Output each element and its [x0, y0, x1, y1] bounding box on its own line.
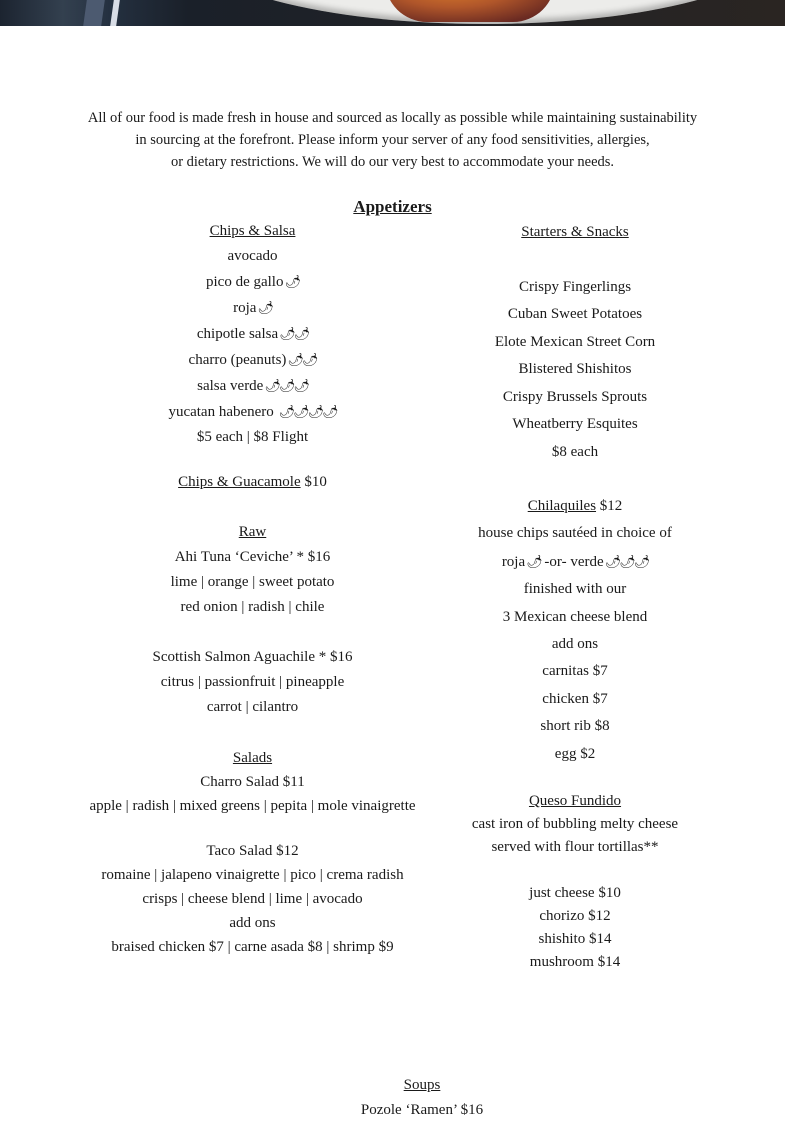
menu-item: just cheese $10 — [529, 885, 621, 901]
item-name: chipotle salsa — [196, 326, 279, 342]
addons-list: braised chicken $7 | carne asada $8 | shrimp $9 — [111, 939, 394, 955]
menu-item: avocado — [227, 248, 278, 264]
addons-label: add ons — [551, 636, 599, 653]
intro-text — [40, 107, 745, 173]
menu-item: Wheatberry Esquites — [512, 416, 638, 432]
intro-line: in sourcing at the forefront. Please inform your server of any food sensitivities, allergies, — [135, 132, 650, 148]
pepper-icon: 🌶🌶 — [287, 352, 317, 367]
addon-item: egg $2 — [554, 745, 596, 762]
item-description: house chips sautéed in choice of — [478, 525, 672, 542]
menu-item: Crispy Brussels Sprouts — [502, 388, 648, 405]
item-description: lime | orange | sweet potato — [170, 574, 335, 590]
menu-item — [60, 321, 445, 347]
menu-item: Cuban Sweet Potatoes — [507, 306, 643, 322]
menu-item — [60, 295, 445, 321]
addon-item: chicken $7 — [542, 690, 608, 707]
photo-detail — [83, 0, 105, 26]
intro-line: All of our food is made fresh in house and sourced as locally as possible while maintaining sustainability — [87, 110, 698, 126]
chilaquiles-section — [440, 493, 710, 768]
menu-item — [440, 493, 710, 520]
queso-section — [440, 790, 710, 974]
menu-item — [60, 470, 445, 494]
raw-section — [60, 520, 445, 720]
section-title: Salads — [232, 750, 273, 766]
item-description: red onion | radish | chile — [180, 599, 325, 615]
item-description: finished with our — [523, 581, 627, 598]
photo-detail — [110, 0, 120, 26]
item-description: 3 Mexican cheese blend — [502, 608, 648, 625]
item-name: pico de gallo — [206, 274, 284, 290]
price: $10 — [300, 474, 327, 490]
item-name: salsa verde — [197, 378, 264, 394]
menu-item: Pozole ‘Ramen’ $16 — [360, 1102, 484, 1118]
item-description — [440, 548, 710, 576]
item-description: crisps | cheese blend | lime | avocado — [142, 891, 363, 907]
appetizers-heading: Appetizers — [353, 197, 432, 216]
item-name: charro (peanuts) — [188, 352, 287, 368]
section-title: Chips & Guacamole — [178, 474, 301, 490]
addons-label: add ons — [229, 915, 276, 931]
pepper-icon: 🌶🌶🌶 — [264, 378, 308, 393]
menu-item — [60, 269, 445, 295]
pepper-icon: 🌶 — [284, 274, 299, 289]
section-title: Queso Fundido — [528, 793, 622, 809]
pepper-icon: 🌶 — [526, 553, 541, 569]
section-title: Chilaquiles — [527, 498, 597, 514]
section-title: Chips & Salsa — [209, 223, 296, 239]
menu-item — [60, 373, 445, 399]
section-title: Raw — [238, 524, 267, 540]
pepper-icon: 🌶 — [257, 300, 272, 315]
menu-item: shishito $14 — [538, 931, 612, 947]
item-description: served with flour tortillas** — [491, 839, 659, 855]
menu-item: Blistered Shishitos — [518, 361, 632, 377]
soups-section — [222, 1073, 622, 1123]
pepper-icon: 🌶🌶🌶 — [604, 553, 649, 569]
option-verde: -or- verde — [540, 553, 604, 570]
menu-item: Scottish Salmon Aguachile * $16 — [152, 649, 353, 665]
item-description: carrot | cilantro — [206, 699, 299, 715]
guacamole-section — [60, 470, 445, 494]
menu-item: Ahi Tuna ‘Ceviche’ * $16 — [174, 549, 331, 565]
pepper-icon: 🌶🌶🌶🌶 — [278, 404, 337, 419]
pepper-icon: 🌶🌶 — [279, 326, 309, 341]
addon-item: carnitas $7 — [542, 663, 608, 680]
item-description: cast iron of bubbling melty cheese — [471, 816, 679, 832]
price: $12 — [596, 498, 623, 514]
price: $5 each | $8 Flight — [196, 429, 309, 445]
option-roja: roja — [501, 553, 526, 570]
menu-item — [60, 347, 445, 373]
intro-line: or dietary restrictions. We will do our very best to accommodate your needs. — [170, 154, 615, 170]
section-title: Starters & Snacks — [521, 224, 629, 240]
item-description: citrus | passionfruit | pineapple — [160, 674, 345, 690]
starters-section — [440, 219, 710, 466]
item-description: apple | radish | mixed greens | pepita | mole vinaigrette — [89, 798, 416, 814]
item-name: yucatan habenero — [168, 404, 278, 420]
menu-item: Crispy Fingerlings — [518, 278, 632, 295]
price: $8 each — [551, 443, 599, 460]
section-title: Soups — [403, 1077, 441, 1093]
menu-item: Elote Mexican Street Corn — [494, 333, 656, 350]
menu-item — [60, 399, 445, 425]
hero-photo — [0, 0, 785, 26]
menu-item: Taco Salad $12 — [206, 843, 299, 859]
chips-salsa-section — [60, 219, 445, 450]
menu-item: mushroom $14 — [529, 954, 621, 970]
menu-item: Charro Salad $11 — [200, 774, 305, 790]
menu-item: chorizo $12 — [539, 908, 611, 924]
salads-section — [60, 746, 445, 959]
item-name: roja — [233, 300, 257, 316]
item-description: romaine | jalapeno vinaigrette | pico | crema radish — [101, 867, 404, 883]
addon-item: short rib $8 — [540, 718, 610, 735]
